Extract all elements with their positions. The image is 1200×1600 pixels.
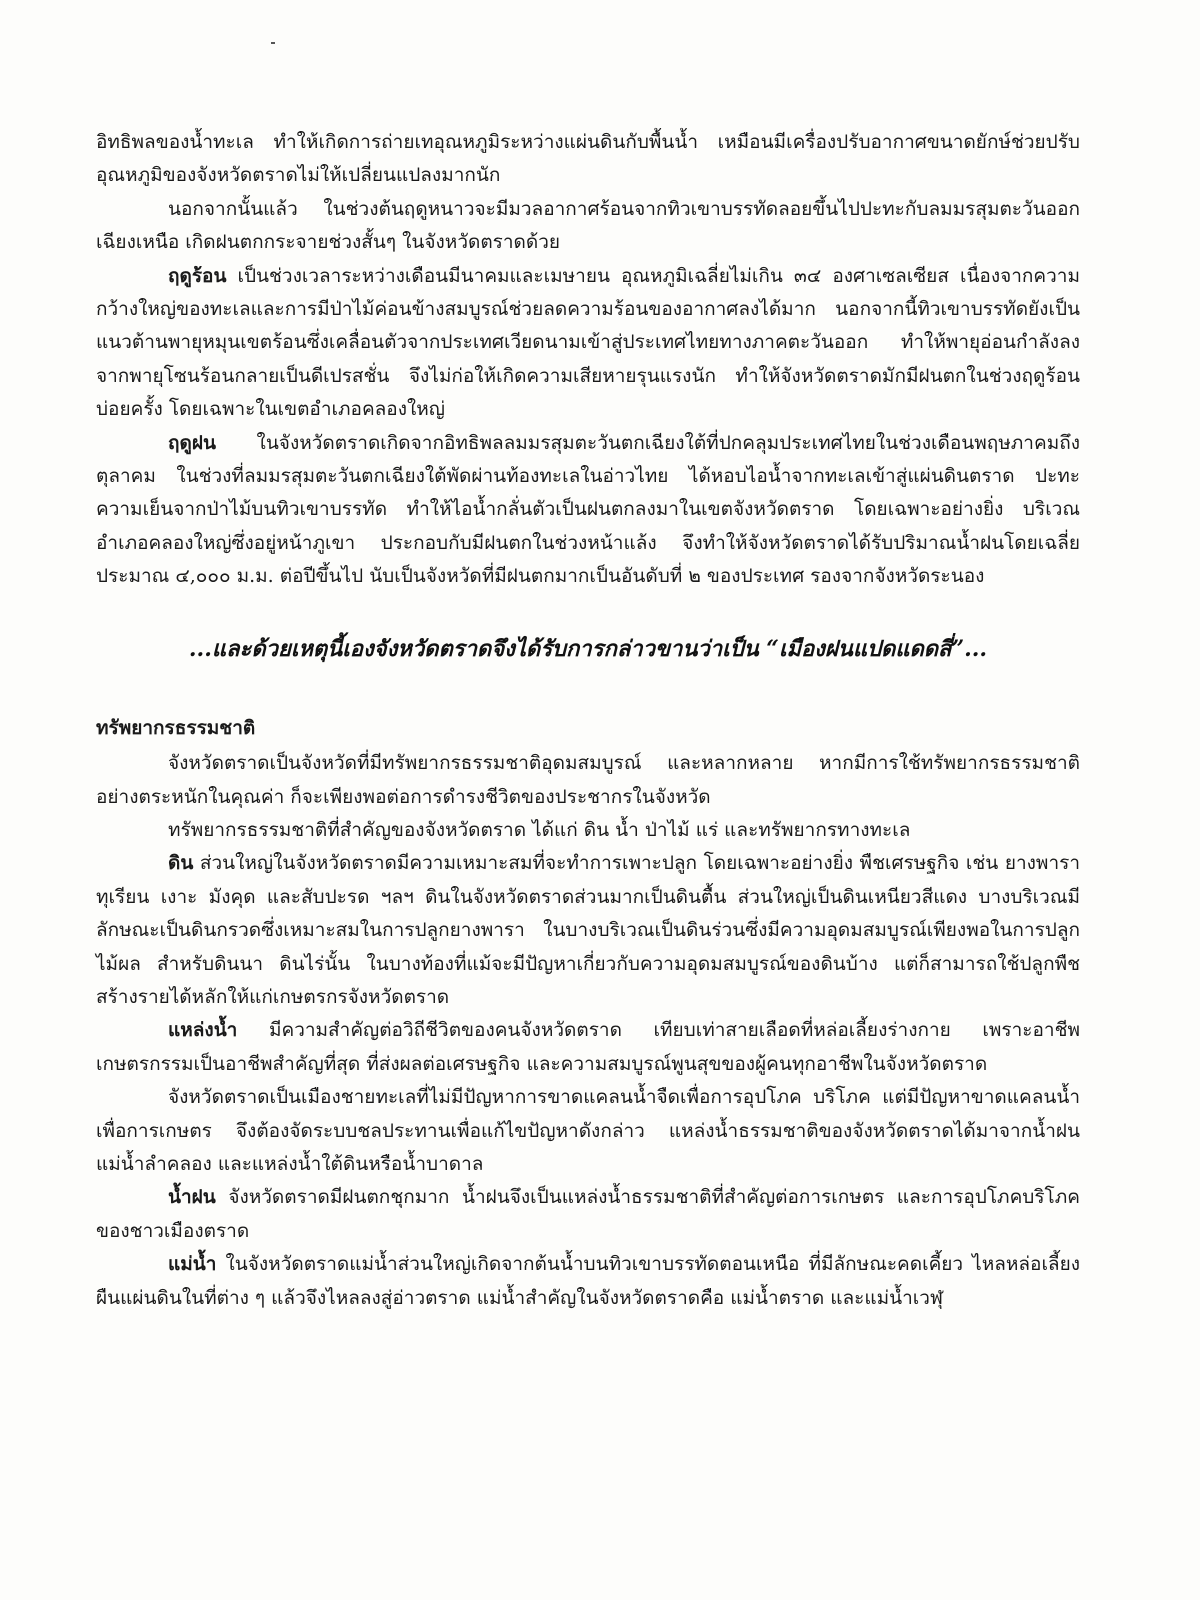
- rainwater-term: น้ำฝน: [168, 1186, 216, 1209]
- soil-term: ดิน: [168, 852, 194, 875]
- paragraph-resources-intro: จังหวัดตราดเป็นจังหวัดที่มีทรัพยากรธรรมชาติอุดมสมบูรณ์ และหลากหลาย หากมีการใช้ทรัพยากรธรรมชาติอย่างตระหนักในคุณค่า ก็จะเพียงพอต่อการดำรงชีวิตของประชากรในจังหวัด: [96, 752, 1080, 808]
- paragraph-rainwater: [96, 1181, 1080, 1248]
- summer-text: เป็นช่วงเวลาระหว่างเดือนมีนาคมและเมษายน อุณหภูมิเฉลี่ยไม่เกิน ๓๔ องศาเซลเซียส เนื่องจากความกว้างใหญ่ของทะเลและการมีป่าไม้ค่อนข้างสมบูรณ์ช่วยลดความร้อนของอากาศลงได้มาก นอกจากนี้ทิวเขาบรรทัดยังเป็นแนวต้านพายุหมุนเขตร้อนซึ่งเคลื่อนตัวจากประเทศเวียดนามเข้าสู่ประเทศไทยทางภาคตะวันออก ทำให้พายุอ่อนกำลังลง จากพายุโซนร้อนกลายเป็นดีเปรสชั่น จึงไม่ก่อให้เกิดความเสียหายรุนแรงนัก ทำให้จังหวัดตราดมักมีฝนตกในช่วงฤดูร้อนบ่อยครั้ง โดยเฉพาะในเขตอำเภอคลองใหญ่: [96, 264, 1080, 421]
- scan-speck: [271, 42, 275, 44]
- paragraph-rainy-season: [96, 427, 1080, 594]
- paragraph-freshwater: จังหวัดตราดเป็นเมืองชายทะเลที่ไม่มีปัญหาการขาดแคลนน้ำจืดเพื่อการอุปโภค บริโภค แต่มีปัญหาขาดแคลนน้ำเพื่อการเกษตร จึงต้องจัดระบบชลประทานเพื่อแก้ไขปัญหาดังกล่าว แหล่งน้ำธรรมชาติของจังหวัดตราดได้มาจากน้ำฝน แม่น้ำลำคลอง และแหล่งน้ำใต้ดินหรือน้ำบาดาล: [96, 1086, 1080, 1175]
- paragraph-sea-influence: อิทธิพลของน้ำทะเล ทำให้เกิดการถ่ายเทอุณหภูมิระหว่างแผ่นดินกับพื้นน้ำ เหมือนมีเครื่องปรับอากาศขนาดยักษ์ช่วยปรับอุณหภูมิของจังหวัดตราดไม่ให้เปลี่ยนแปลงมากนัก: [96, 131, 1080, 187]
- soil-text: ส่วนใหญ่ในจังหวัดตราดมีความเหมาะสมที่จะทำการเพาะปลูก โดยเฉพาะอย่างยิ่ง พืชเศรษฐกิจ เช่น ยางพารา ทุเรียน เงาะ มังคุด และสับปะรด ฯลฯ ดินในจังหวัดตราดส่วนมากเป็นดินตื้น ส่วนใหญ่เป็นดินเหนียวสีแดง บางบริเวณมีลักษณะเป็นดินกรวดซึ่งเหมาะสมในการปลูกยางพารา ในบางบริเวณเป็นดินร่วนซึ่งมีความอุดมสมบูรณ์เพียงพอในการปลูกไม้ผล สำหรับดินนา ดินไร่นั้น ในบางท้องที่แม้จะมีปัญหาเกี่ยวกับความอุดมสมบูรณ์ของดินบ้าง แต่ก็สามารถใช้ปลูกพืช สร้างรายได้หลักให้แก่เกษตรกรจังหวัดตราด: [96, 852, 1080, 1008]
- paragraph-water-source: [96, 1014, 1080, 1081]
- paragraph-early-winter: นอกจากนั้นแล้ว ในช่วงต้นฤดูหนาวจะมีมวลอากาศร้อนจากทิวเขาบรรทัดลอยขึ้นไปปะทะกับลมมรสุมตะวันออกเฉียงเหนือ เกิดฝนตกกระจายช่วงสั้นๆ ในจังหวัดตราดด้วย: [96, 197, 1080, 254]
- rainy-season-term: ฤดูฝน: [168, 431, 216, 454]
- paragraph-soil: [96, 847, 1080, 1014]
- rainwater-text: จังหวัดตราดมีฝนตกชุกมาก น้ำฝนจึงเป็นแหล่งน้ำธรรมชาติที่สำคัญต่อการเกษตร และการอุปโภคบริโภคของชาวเมืองตราด: [96, 1186, 1080, 1242]
- paragraph-rivers: [96, 1248, 1080, 1315]
- summer-term: ฤดูร้อน: [168, 264, 227, 287]
- highlight-quote: ...และด้วยเหตุนี้เองจังหวัดตราดจึงได้รับการกล่าวขานว่าเป็น “เมืองฝนแปดแดดสี่”...: [188, 635, 988, 662]
- water-source-text: มีความสำคัญต่อวิถีชีวิตของคนจังหวัดตราด เทียบเท่าสายเลือดที่หล่อเลี้ยงร่างกาย เพราะอาชีพเกษตรกรรมเป็นอาชีพสำคัญที่สุด ที่ส่งผลต่อเศรษฐกิจ และความสมบูรณ์พูนสุขของผู้คนทุกอาชีพในจังหวัดตราด: [96, 1019, 1080, 1075]
- document-body: [96, 126, 1080, 1315]
- rivers-text: ในจังหวัดตราดแม่น้ำส่วนใหญ่เกิดจากต้นน้ำบนทิวเขาบรรทัดตอนเหนือ ที่มีลักษณะคดเคี้ยว ไหลหล่อเลี้ยงผืนแผ่นดินในที่ต่าง ๆ แล้วจึงไหลลงสู่อ่าวตราด แม่น้ำสำคัญในจังหวัดตราดคือ แม่น้ำตราด และแม่น้ำเวฬุ: [96, 1253, 1080, 1309]
- paragraph-summer: [96, 260, 1080, 427]
- water-source-term: แหล่งน้ำ: [168, 1019, 238, 1042]
- paragraph-resources-list: ทรัพยากรธรรมชาติที่สำคัญของจังหวัดตราด ได้แก่ ดิน น้ำ ป่าไม้ แร่ และทรัพยากรทางทะเล: [168, 818, 911, 841]
- section-heading: ทรัพยากรธรรมชาติ: [96, 716, 256, 739]
- rivers-term: แม่น้ำ: [168, 1253, 217, 1276]
- rainy-season-text: ในจังหวัดตราดเกิดจากอิทธิพลลมมรสุมตะวันตกเฉียงใต้ที่ปกคลุมประเทศไทยในช่วงเดือนพฤษภาคมถึงตุลาคม ในช่วงที่ลมมรสุมตะวันตกเฉียงใต้พัดผ่านท้องทะเลในอ่าวไทย ได้หอบไอน้ำจากทะเลเข้าสู่แผ่นดินตราด ปะทะความเย็นจากป่าไม้บนทิวเขาบรรทัด ทำให้ไอน้ำกลั่นตัวเป็นฝนตกลงมาในเขตจังหวัดตราด โดยเฉพาะอย่างยิ่ง บริเวณอำเภอคลองใหญ่ซึ่งอยู่หน้าภูเขา ประกอบกับมีฝนตกในช่วงหน้าแล้ง จึงทำให้จังหวัดตราดได้รับปริมาณน้ำฝนโดยเฉลี่ยประมาณ ๔,๐๐๐ ม.ม. ต่อปีขึ้นไป นับเป็นจังหวัดที่มีฝนตกมากเป็นอันดับที่ ๒ ของประเทศ รองจากจังหวัดระนอง: [96, 431, 1080, 588]
